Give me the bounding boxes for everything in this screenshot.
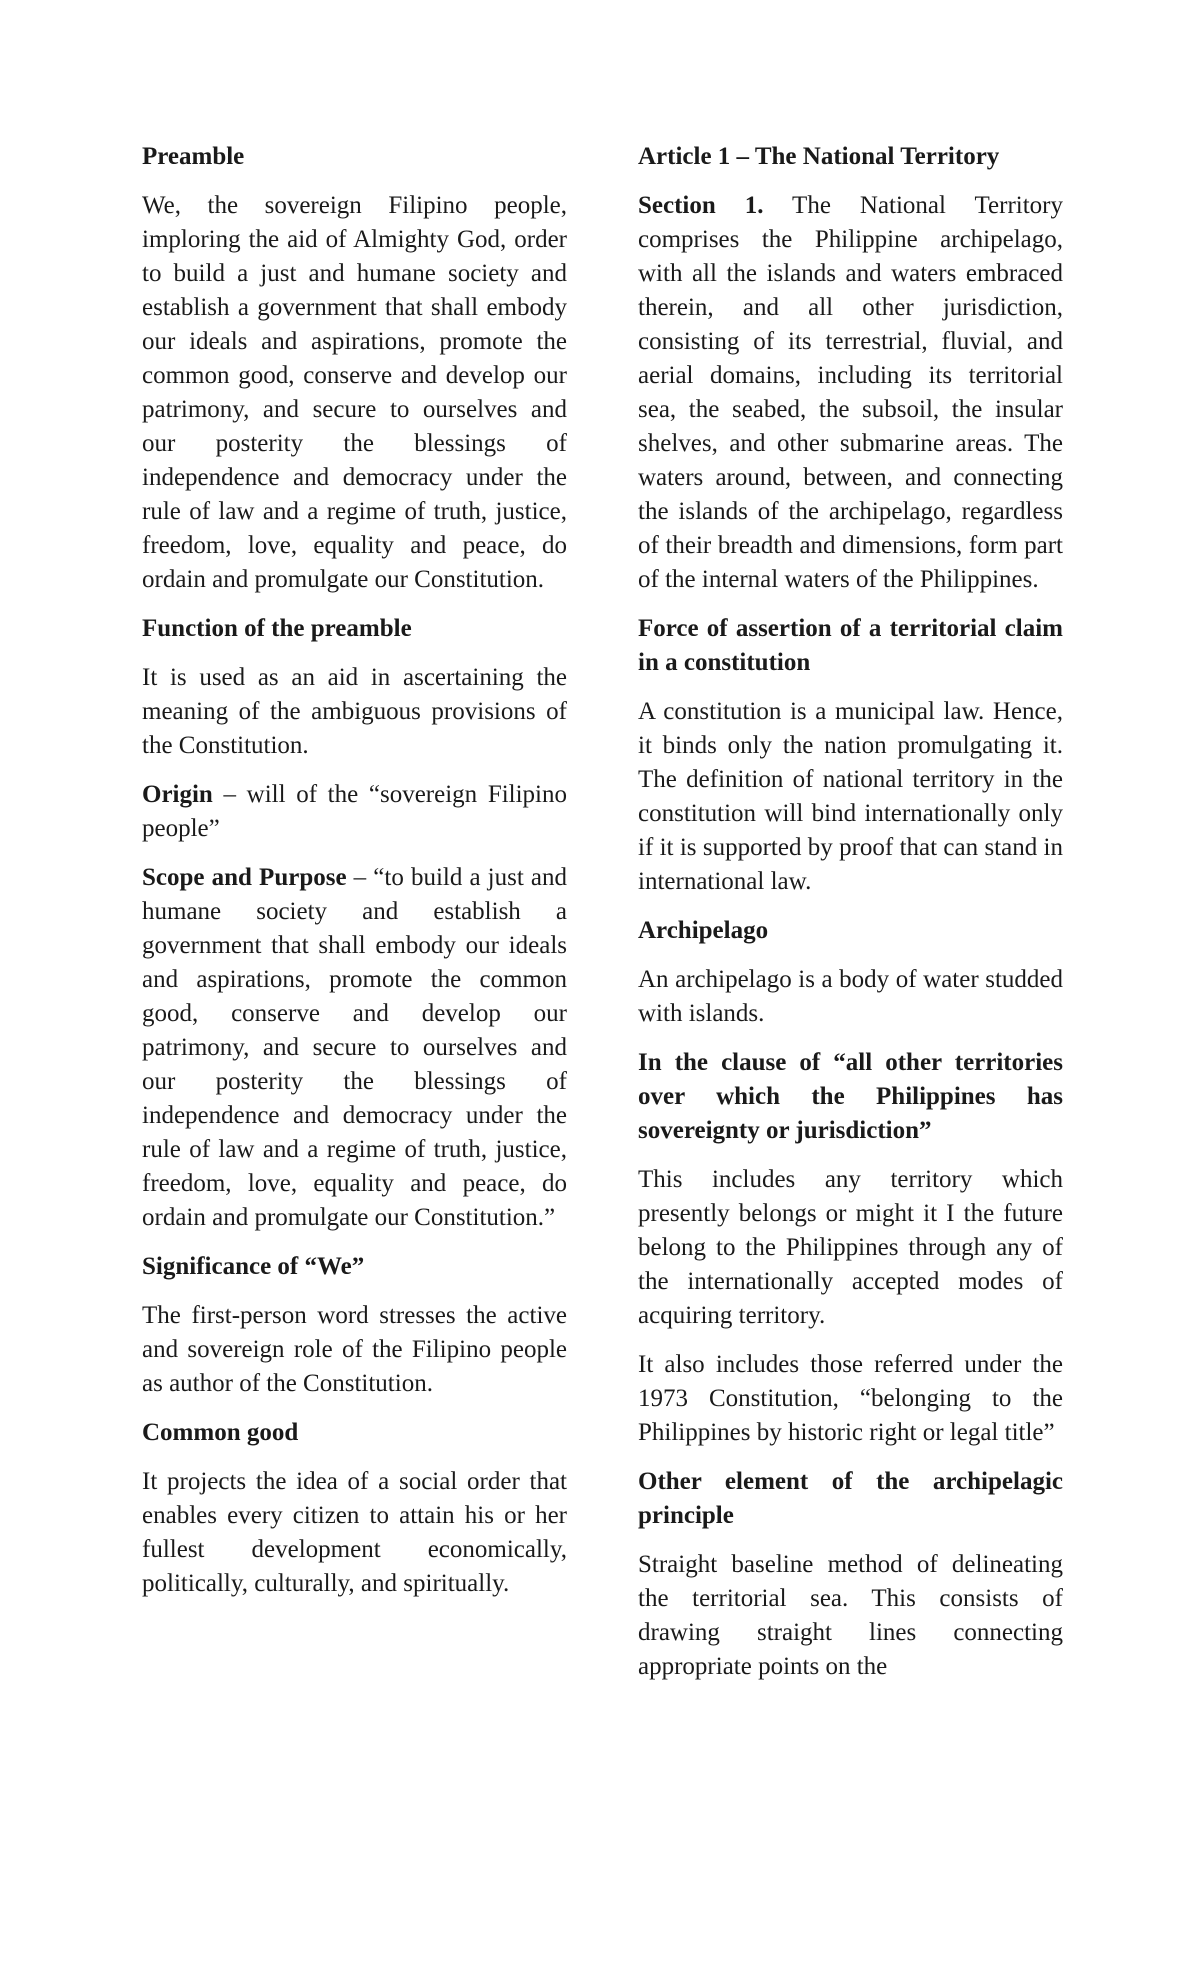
force-text: A constitution is a municipal law. Hence, it binds only the nation promulgating it. The definition of national territory in the constitution will bind internationally only if it is supported by proof that can stand in international law. [638,698,1063,895]
clause-heading: In the clause of “all other territories over which the Philippines has sovereignty or jurisdiction” [638,1049,1063,1144]
significance-text: The first-person word stresses the active and sovereign role of the Filipino people as author of the Constitution. [142,1302,567,1397]
article-heading: Article 1 – The National Territory [638,143,1000,170]
section-text: The National Territory comprises the Philippine archipelago, with all the islands and waters embraced therein, and all other jurisdiction, consisting of its terrestrial, fluvial, and aerial domains, including its territorial sea, the seabed, the subsoil, the insular shelves, and other submarine areas. The waters around, between, and connecting the islands of the archipelago, regardless of their breadth and dimensions, form part of the internal waters of the Philippines. [638,192,1063,593]
left-column [142,140,567,1616]
significance-heading: Significance of “We” [142,1253,365,1280]
scope-text: – “to build a just and humane society and establish a government that shall embody our ideals and aspirations, promote the common good, conserve and develop our patrimony, and secure to ourselves and our posterity the blessings of independence and democracy under the rule of law and a regime of truth, justice, freedom, love, equality and peace, do ordain and promulgate our Constitution.” [142,864,567,1231]
preamble-heading: Preamble [142,143,245,170]
origin-label: Origin [142,781,213,808]
force-heading: Force of assertion of a territorial claim in a constitution [638,615,1063,676]
scope-paragraph [142,861,567,1235]
other-element-text: Straight baseline method of delineating the territorial sea. This consists of drawing straight lines connecting appropriate points on the [638,1551,1063,1680]
scope-label: Scope and Purpose [142,864,347,891]
origin-paragraph [142,778,567,846]
right-column [638,140,1063,1699]
also-text: It also includes those referred under the 1973 Constitution, “belonging to the Philippines by historic right or legal title” [638,1351,1063,1446]
common-good-text: It projects the idea of a social order that enables every citizen to attain his or her fullest development economically, politically, culturally, and spiritually. [142,1468,567,1597]
function-text: It is used as an aid in ascertaining the meaning of the ambiguous provisions of the Constitution. [142,664,567,759]
clause-text: This includes any territory which presently belongs or might it I the future belong to the Philippines through any of the internationally accepted modes of acquiring territory. [638,1166,1063,1329]
archipelago-heading: Archipelago [638,917,769,944]
section-label: Section 1. [638,192,764,219]
archipelago-text: An archipelago is a body of water studded with islands. [638,966,1063,1027]
preamble-text: We, the sovereign Filipino people, imploring the aid of Almighty God, order to build a just and humane society and establish a government that shall embody our ideals and aspirations, promote the common good, conserve and develop our patrimony, and secure to ourselves and our posterity the blessings of independence and democracy under the rule of law and a regime of truth, justice, freedom, love, equality and peace, do ordain and promulgate our Constitution. [142,192,567,593]
function-heading: Function of the preamble [142,615,412,642]
other-element-heading: Other element of the archipelagic principle [638,1468,1063,1529]
origin-text: – will of the “sovereign Filipino people” [142,781,567,842]
common-good-heading: Common good [142,1419,299,1446]
section-paragraph [638,189,1063,597]
